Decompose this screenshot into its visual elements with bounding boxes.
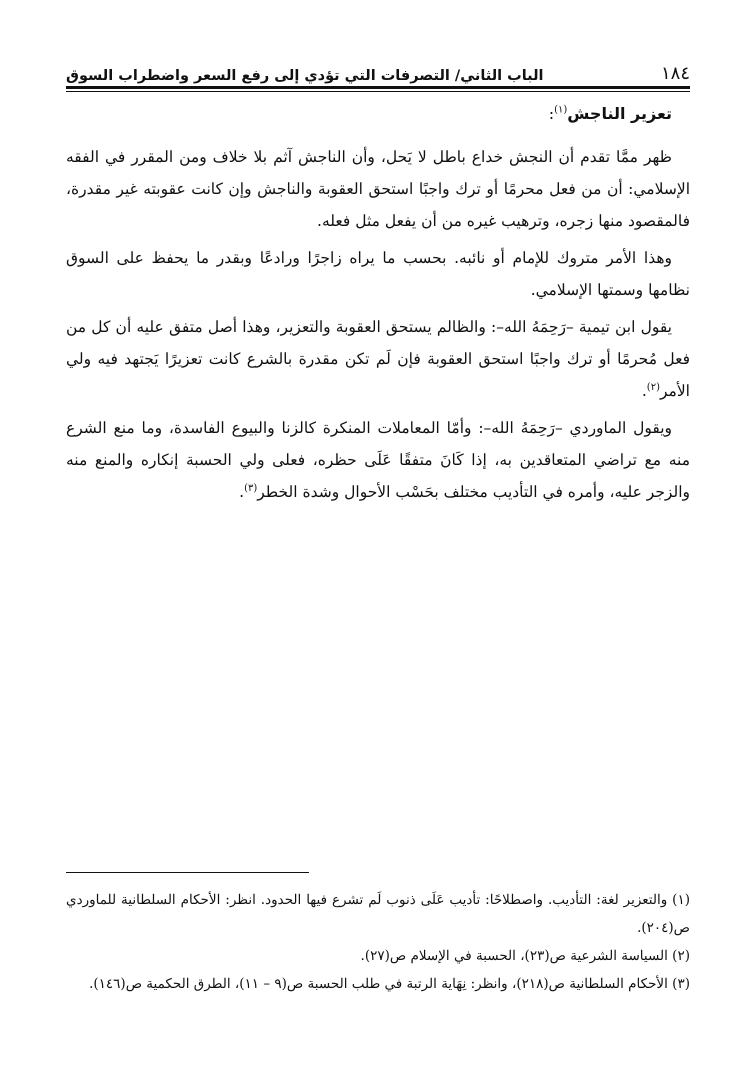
section-heading-text: تعزير الناجش (567, 104, 672, 123)
header-rule-thin (66, 91, 690, 92)
paragraph-4-end: . (239, 483, 245, 501)
paragraph-2: وهذا الأمر متروك للإمام أو نائبه. بحسب ما يراه زاجرًا ورادعًا وبقدر ما يحفظ على السوق نظامها وسمتها الإسلامي. (66, 249, 690, 299)
footnote-ref-1: (١) (554, 104, 568, 116)
paragraph-3 (66, 311, 690, 407)
paragraph-3-end: . (641, 382, 647, 400)
header-rule-thick (66, 86, 690, 89)
running-title: الباب الثاني/ التصرفات التي تؤدي إلى رفع السعر واضطراب السوق (66, 68, 544, 84)
footnote-2: (٢) السياسة الشرعية ص(٢٣)، الحسبة في الإسلام ص(٢٧). (360, 948, 690, 964)
section-heading (549, 104, 672, 123)
paragraph-3-text: يقول ابن تيمية –رَحِمَهُ الله–: والظالم يستحق العقوبة والتعزير، وهذا أصل متفق عليه أن كل من فعل مُحرمًا أو ترك واجبًا استحق العقوبة فإن لَم تكن مقدرة بالشرع كانت تعزيرًا يَجتهد فيه ولي الأمر (66, 318, 690, 400)
paragraph-4-text: ويقول الماوردي –رَحِمَهُ الله–: وأمّا المعاملات المنكرة كالزنا والبيوع الفاسدة، وما منع الشرع منه مع تراضي المتعاقدين به، إذا كَانَ متفقًا عَلَى حظره، فعلى ولي الحسبة إنكاره والمنع منه والزجر عليه، وأمره في التأديب مختلف بحَسْب الأحوال وشدة الخطر (66, 419, 690, 501)
footnotes (66, 886, 690, 998)
body-text (66, 141, 690, 513)
footnote-3: (٣) الأحكام السلطانية ص(٢١٨)، وانظر: نِهَاية الرتبة في طلب الحسبة ص(٩ – ١١)، الطرق الحكمية ص(١٤٦). (89, 976, 690, 992)
footnote-1: (١) والتعزير لغة: التأديب. واصطلاحًا: تأديب عَلَى ذنوب لَم تشرع فيها الحدود. انظر: الأحكام السلطانية للماوردي ص(٢٠٤). (66, 892, 690, 936)
section-heading-colon: : (548, 104, 555, 123)
footnote-separator (66, 872, 309, 873)
page-number: ١٨٤ (660, 63, 690, 84)
paragraph-1: ظهر ممَّا تقدم أن النجش خداع باطل لا يَحل، وأن الناجش آثم بلا خلاف ومن المقرر في الفقه الإسلامي: أن من فعل محرمًا أو ترك واجبًا استحق العقوبة والناجش وإن كانت عقوبته غير مقدرة، فالمقصود منها زجره، وترهيب غيره من أن يفعل مثل فعله. (66, 148, 690, 230)
footnote-ref-3: (٣) (244, 482, 258, 494)
footnote-ref-2: (٢) (646, 381, 660, 393)
page-header (66, 58, 690, 84)
paragraph-4 (66, 412, 690, 508)
